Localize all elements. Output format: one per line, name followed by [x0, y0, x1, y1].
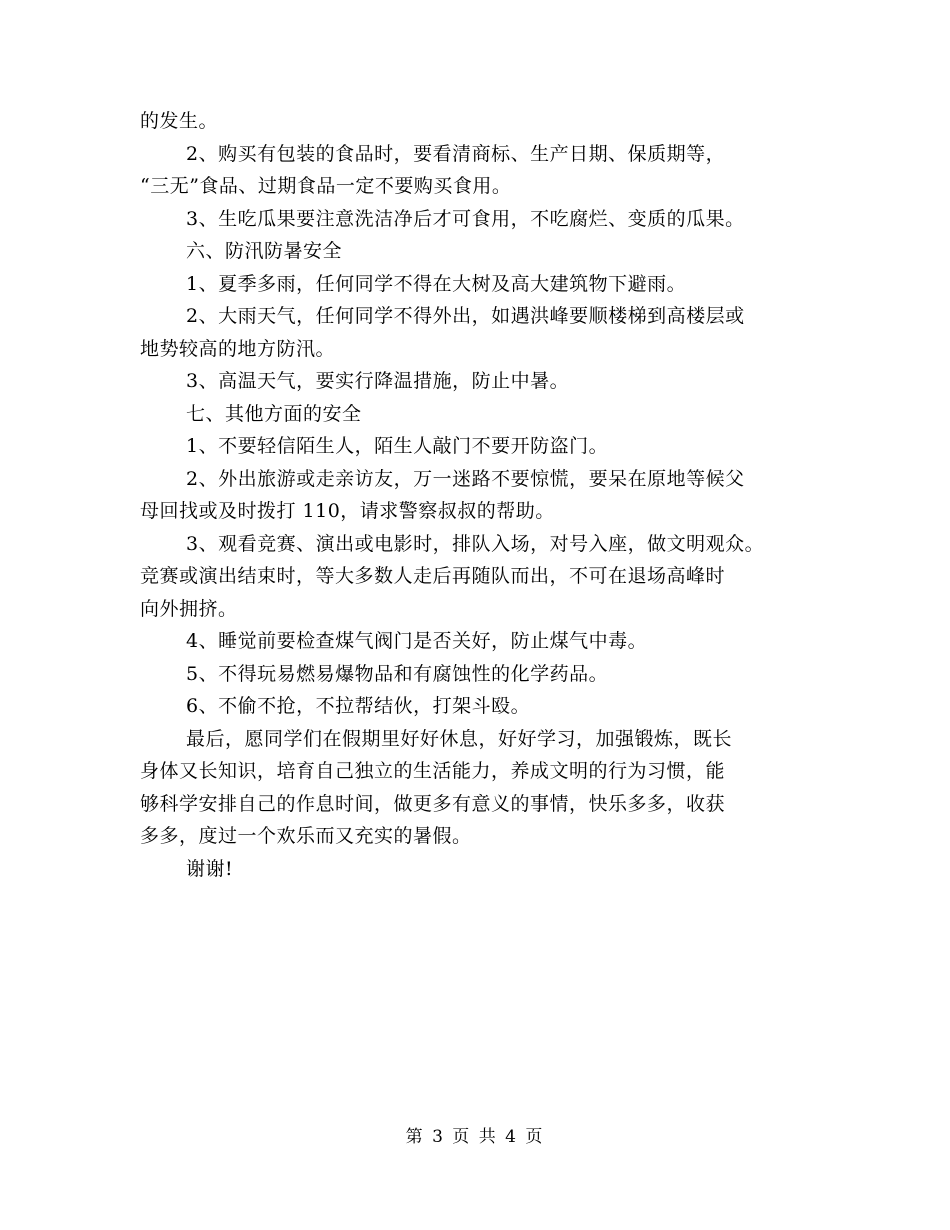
text-line: 3、高温天气，要实行降温措施，防止中暑。	[186, 370, 570, 392]
text-line: 1、不要轻信陌生人，陌生人敲门不要开防盗门。	[186, 435, 609, 457]
text-line: 向外拥挤。	[140, 597, 238, 620]
text-line: 谢谢!	[186, 857, 234, 880]
text-line: 地势较高的地方防汛。	[140, 337, 336, 360]
text-line: 2、购买有包装的食品时，要看清商标、生产日期、保质期等，	[186, 142, 726, 165]
text-line: 身体又长知识，培育自己独立的生活能力，养成文明的行为习惯，能	[140, 760, 726, 782]
text-line: “三无”食品、过期食品一定不要购买食用。	[140, 175, 512, 197]
text-line: 4、睡觉前要检查煤气阀门是否关好，防止煤气中毒。	[186, 630, 648, 652]
text-line: 5、不得玩易燃易爆物品和有腐蚀性的化学药品。	[186, 662, 609, 685]
text-line: 够科学安排自己的作息时间，做更多有意义的事情，快乐多多，收获	[140, 792, 726, 815]
text-line: 母回找或及时拨打 110，请求警察叔叔的帮助。	[140, 500, 555, 522]
text-line: 3、生吃瓜果要注意洗洁净后才可食用，不吃腐烂、变质的瓜果。	[186, 207, 745, 230]
text-line: 2、外出旅游或走亲访友，万一迷路不要惊慌，要呆在原地等候父	[186, 467, 745, 490]
document-body	[140, 105, 820, 885]
text-line: 竞赛或演出结束时，等大多数人走后再随队而出，不可在退场高峰时	[140, 565, 726, 587]
text-line: 6、不偷不抢，不拉帮结伙，打架斗殴。	[186, 695, 531, 717]
text-line: 六、防汛防暑安全	[186, 240, 343, 262]
text-line: 3、观看竞赛、演出或电影时，排队入场，对号入座，做文明观众。	[186, 532, 765, 555]
text-line: 七、其他方面的安全	[186, 402, 362, 425]
text-line: 2、大雨天气，任何同学不得外出，如遇洪峰要顺楼梯到高楼层或	[186, 305, 745, 327]
text-line: 的发生。	[140, 110, 219, 132]
text-line: 多多，度过一个欢乐而又充实的暑假。	[140, 825, 472, 847]
text-line: 1、夏季多雨，任何同学不得在大树及高大建筑物下避雨。	[186, 272, 687, 295]
page-footer: 第 3 页 共 4 页	[405, 1127, 545, 1147]
text-line: 最后，愿同学们在假期里好好休息，好好学习，加强锻炼，既长	[186, 727, 733, 750]
